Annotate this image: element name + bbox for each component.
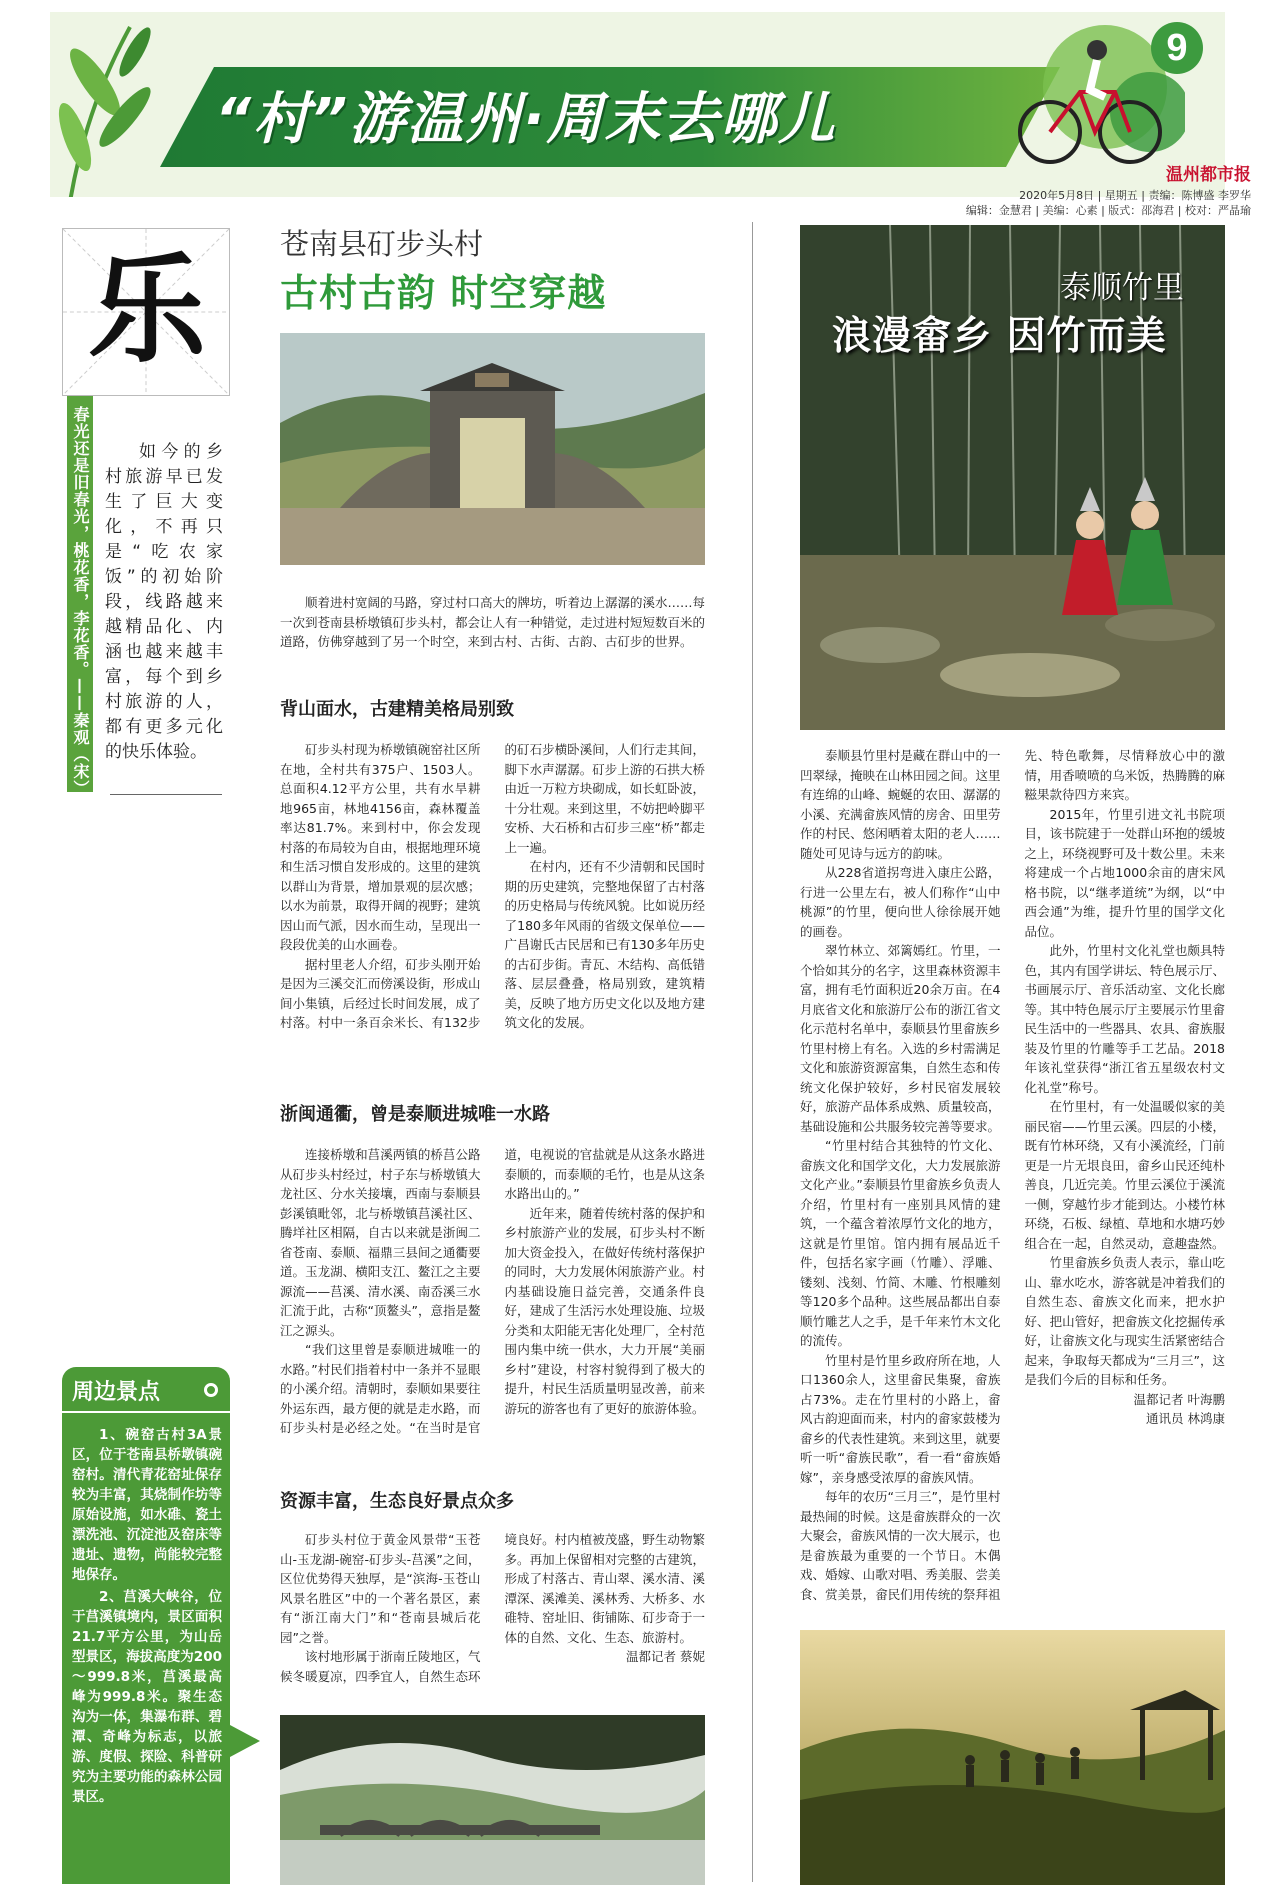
village-gate-photo <box>280 333 705 565</box>
paragraph: 每年的农历“三月三”，是竹里村最热闹的时候。这是畲族群众的一次大聚会，畲族风情的一次大展示，也是畲族最为重要的一个节日。木偶戏、婚嫁、山歌对唱、秀美服、尝美食、赏美景，畲民们用传统的祭拜祖先、特色歌舞，尽情释放心中的激情，用香喷喷的乌米饭，热腾腾的麻糍果款待四方来宾。 <box>800 748 1225 1602</box>
pointer-arrow-icon <box>230 1725 260 1757</box>
paragraph: 在村内，还有不少清朝和民国时期的历史建筑，完整地保留了古村落的历史格局与传统风貌。比如说历经了180多年风雨的省级文保单位——广昌谢氏古民居和已有130多年历史的古矴步街。青瓦、木结构、高低错落、层层叠叠，格局别致，建筑精美，反映了地方历史文化以及地方建筑文化的发展。 <box>504 859 705 1030</box>
paragraph: 近年来，随着传统村落的保护和乡村旅游产业的发展，矴步头村不断加大资金投入，在做好传统村落保护的同时，大力发展休闲旅游产业。村内基础设施日益完善，交通条件良好，建成了生活污水处理设施、垃圾分类和太阳能无害化处理厂，全村范围内集中统一供水，大力开展“美丽乡村”建设，村容村貌得到了极大的提升，村民生活质量明显改善，前来游玩的游客也有了更好的旅游体验。 <box>504 1205 705 1416</box>
divider <box>110 794 222 795</box>
attraction-item: 1、碗窑古村3A景区，位于苍南县桥墩镇碗窑村。清代青花窑址保存较为丰富，其烧制作坊等原始设施，如水碓、瓷土漂洗池、沉淀池及窑床等遗址、遗物，尚能较完整地保存。 <box>72 1427 222 1583</box>
nearby-attractions-list <box>72 1425 222 1809</box>
section-intro: 如今的乡村旅游早已发生了巨大变化，不再只是“吃农家饭”的初始阶段，线路越来越精品化、内涵也越来越丰富，每个到乡村旅游的人，都有更多元化的快乐体验。 <box>105 442 223 762</box>
section-heading: 浙闽通衢，曾是泰顺进城唯一水路 <box>280 1104 550 1125</box>
article-body <box>800 746 1225 1616</box>
paragraph: 竹里畲族乡负责人表示，靠山吃山、靠水吃水，游客就是冲着我们的自然生态、畲族文化而来，把水护好、把山管好，把畲族文化挖掘传承好，让畲族文化与现实生活紧密结合起来，争取每天都成为“三月三”，这是我们今后的目标和任务。 <box>1024 1255 1225 1387</box>
attraction-item: 2、莒溪大峡谷，位于莒溪镇境内，景区面积21.7平方公里，为山岳型景区，海拔高度为200～999.8米，莒溪最高峰为999.8米。聚生态沟为一体，集瀑布群、碧潭、奇峰为标志，以旅游、度假、探险、科普研究为主要功能的森林公园景区。 <box>72 1589 222 1805</box>
feature-character: 乐 <box>87 241 206 379</box>
paragraph: 2015年，竹里引进文礼书院项目，该书院建于一处群山环抱的缓坡之上，环绕视野可及十数公里。未来将建成一个占地1000余亩的唐宋风格书院，以“继孝道统”为纲，以“中西会通”为维，提升竹里的国学文化品位。 <box>1024 806 1225 939</box>
masthead-headline: “村”游温州·周末去哪儿 <box>215 87 837 152</box>
circle-dot-icon <box>204 1383 218 1397</box>
stone-bridge-photo <box>280 1715 705 1885</box>
masthead <box>50 12 1225 197</box>
section-heading: 资源丰富，生态良好景点众多 <box>280 1491 514 1512</box>
paragraph: “我们这里曾是泰顺进城唯一的水路。”村民们指着村中一条并不显眼的小溪介绍。清朝时，泰顺如果要往外运东西，最方便的就是走水路，而矴步头村是必经之处。“在当时是官道，电视说的官盐就是从这条水路进泰顺的，而泰顺的毛竹，也是从这条水路出山的。” <box>280 1147 705 1435</box>
section-heading: 背山面水，古建精美格局别致 <box>280 699 514 720</box>
paragraph: “竹里村结合其独特的竹文化、畲族文化和国学文化，大力发展旅游文化产业。”泰顺县竹里畲族乡负责人介绍，竹里村有一座别具风情的建筑，一个蕴含着浓厚竹文化的地方，这就是竹里馆。馆内拥有展品近千件，包括名家字画（竹雕）、浮雕、镂刻、浅刻、竹简、木雕、竹根雕刻等120多个品种。这些展品都出自泰顺竹雕艺人之手，是千年来竹木文化的流传。 <box>800 1138 1001 1348</box>
poem-quote: 春光还是旧春光，桃花香，李花香。——秦观（宋） <box>67 396 93 792</box>
article-body <box>280 1145 705 1475</box>
masthead-banner <box>50 12 1225 197</box>
article-lead: 顺着进村宽阔的马路，穿过村口高大的牌坊，听着边上潺潺的溪水……每一次到苍南县桥墩镇矴步头村，都会让人有一种错觉，走过进村短短数百米的道路，仿佛穿越到了另一个时空，来到古村、古街、古韵、古矴步的世界。 <box>280 595 706 649</box>
bamboo-leaf-icon <box>50 22 170 197</box>
nearby-attractions-box <box>62 1367 230 1884</box>
issue-line-1: 2020年5月8日 | 星期五 | 责编：陈博盛 李罗华 <box>1019 189 1251 202</box>
nearby-attractions-header <box>62 1367 230 1413</box>
issue-line-2: 编辑：金慧君 | 美编：心素 | 版式：邵海君 | 校对：严晶瑜 <box>965 204 1251 217</box>
paper-name: 温州都市报 <box>1166 165 1251 185</box>
byline: 通讯员 林鸿康 <box>1146 1411 1225 1426</box>
nearby-attractions-title: 周边景点 <box>72 1380 161 1405</box>
paragraph: 在竹里村，有一处温暖似家的美丽民宿——竹里云溪。四层的小楼，既有竹林环绕，又有小溪流经，门前更是一片无垠良田，畲乡山民还纯朴善良，几近完美。竹里云溪位于溪流一侧，穿越竹步才能到达。小楼竹林环绕，石板、绿植、草地和水塘巧妙组合在一起，自然灵动，意趣盎然。 <box>1024 1099 1225 1251</box>
paragraph: 矴步头村现为桥墩镇碗窑社区所在地，全村共有375户、1503人。总面积4.12平方公里，共有水旱耕地965亩，林地4156亩，森林覆盖率达81.7%。来到村中，你会发现村落的布局较为自由，根据地理环境和生活习惯自发形成的。这里的建筑以群山为背景，增加景观的层次感；以水为前景，取得开阔的视野；建筑因山而气派，因水而生动，呈现出一段段优美的山水画卷。 <box>280 742 481 952</box>
article-title: 浪漫畲乡 因竹而美 <box>832 314 1167 359</box>
paragraph: 翠竹林立、郊篱嫣红。竹里，一个恰如其分的名字，这里森林资源丰富，拥有毛竹面积近20余万亩。在4月底省文化和旅游厅公布的浙江省文化示范村名单中，泰顺县竹里畲族乡竹里村榜上有名。入选的乡村需满足文化和旅游资源富集，自然生态和传统文化保护较好，乡村民宿发展较好，旅游产品体系成熟、质量较高，基础设施和公共服务较完善等要求。 <box>800 943 1001 1134</box>
column-divider <box>752 222 753 1882</box>
paragraph: 矴步头村位于黄金风景带“玉苍山-玉龙湖-碗窑-矴步头-莒溪”之间，区位优势得天独厚，是“滨海-玉苍山风景名胜区”中的一个著名景区，素有“浙江南大门”和“苍南县城后花园”之誉。 <box>280 1532 481 1645</box>
byline: 温都记者 蔡妮 <box>626 1649 705 1664</box>
article-title: 古村古韵 时空穿越 <box>280 271 607 315</box>
paragraph: 从228省道拐弯进入康庄公路，行进一公里左右，被人们称作“山中桃源”的竹里，便向世人徐徐展开她的画卷。 <box>800 865 1001 939</box>
paragraph: 泰顺县竹里村是藏在群山中的一凹翠绿，掩映在山林田园之间。这里有连绵的山峰、蜿蜒的农田、潺潺的小溪、充满畲族风情的房舍、田里劳作的村民、悠闲晒着太阳的老人……随处可见诗与远方的韵味。 <box>800 748 1001 861</box>
article-kicker: 泰顺竹里 <box>1060 270 1184 306</box>
paragraph: 此外，竹里村文化礼堂也颇具特色，其内有国学讲坛、特色展示厅、书画展示厅、音乐活动室、文化长廊等。其中特色展示厅主要展示竹里畲民生活中的一些器具、农具、畲族服装及竹里的竹雕等手工艺品。2018年该礼堂获得“浙江省五星级农村文化礼堂”称号。 <box>1024 943 1225 1095</box>
paragraph: 据村里老人介绍，矴步头刚开始是因为三溪交汇而傍溪设街，形成山间小集镇，后经过长时间发展，成了村落。村中一条百余米长、有132步的矴石步横卧溪间，人们行走其间，脚下水声潺潺。矴步上游的石拱大桥由近一万粒方块砌成，如长虹卧波，十分壮观。来到这里，不妨把岭脚平安桥、大石桥和古矴步三座“桥”都走上一遍。 <box>280 742 705 1030</box>
sunset-dancers-photo <box>800 1630 1225 1885</box>
paragraph: 竹里村是竹里乡政府所在地，人口1360余人，这里畲民集聚，畲族占73%。走在竹里村的小路上，畲风古韵迎面而来，村内的畲家鼓楼为畲乡的代表性建筑。来到这里，就要听一听“畲族民歌”，看一看“畲族婚嫁”，亲身感受浓厚的畲族风情。 <box>800 1352 1001 1485</box>
paragraph: 连接桥墩和莒溪两镇的桥莒公路从矴步头村经过，村子东与桥墩镇大龙社区、分水关接壤，西南与泰顺县彭溪镇毗邻，北与桥墩镇莒溪社区、腾垟社区相隔，自古以来就是浙闽二省苍南、泰顺、福鼎三县间之通衢要道。玉龙湖、横阳支江、鳌江之主要源流——莒溪、清水溪、南岙溪三水汇流于此，古称“顶鳌头”，意指是鳌江之源头。 <box>280 1147 481 1338</box>
page-number: 9 <box>1151 22 1203 74</box>
article-kicker: 苍南县矴步头村 <box>280 227 484 261</box>
article-body <box>280 1530 705 1710</box>
issue-info <box>966 188 1251 218</box>
byline: 温都记者 叶海鹏 <box>1133 1391 1225 1407</box>
feature-character-box <box>62 228 230 396</box>
article-body <box>280 740 705 1070</box>
paragraph: 该村地形属于浙南丘陵地区，气候冬暖夏凉，四季宜人，自然生态环境良好。村内植被茂盛，野生动物繁多。再加上保留相对完整的古建筑，形成了村落古、青山翠、溪水清、溪潭深、溪滩美、溪林秀、大桥多、水碓特、窑址旧、街铺陈、矴步奇于一体的自然、文化、生态、旅游村。 <box>280 1532 705 1684</box>
